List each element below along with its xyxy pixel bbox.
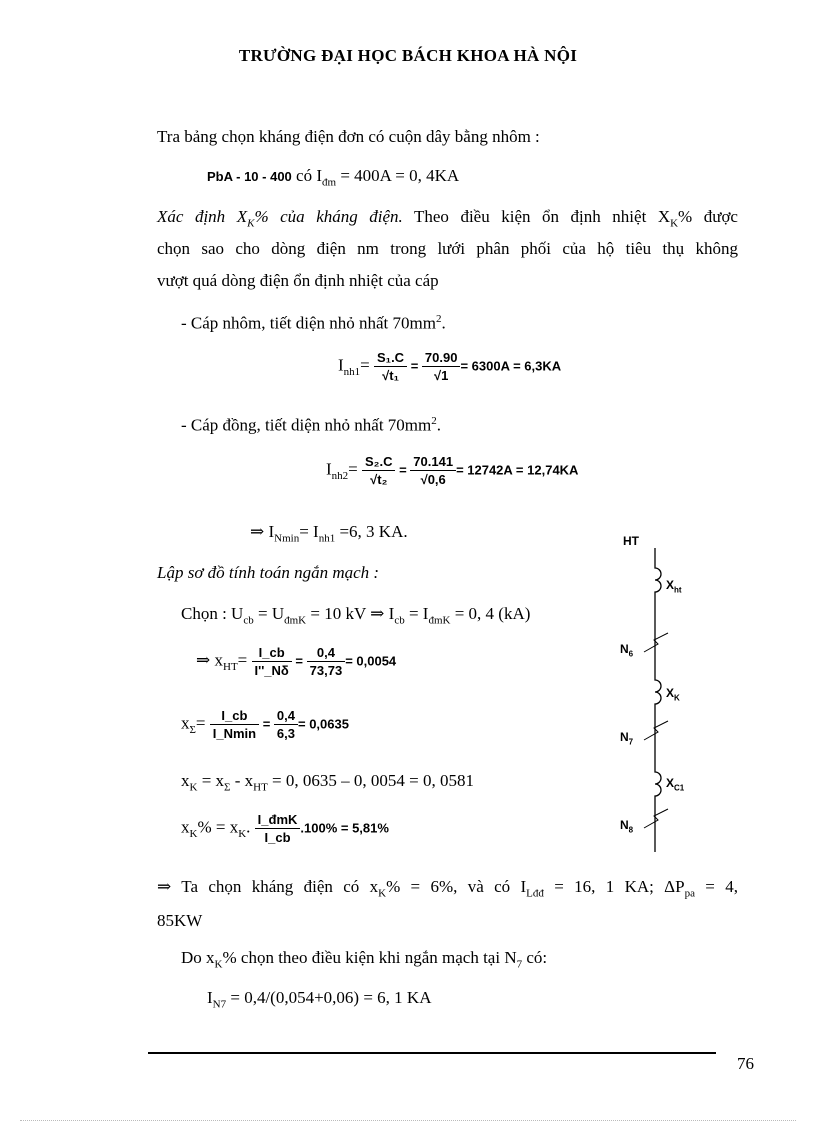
subscript: nh2 <box>331 469 349 482</box>
subscript: K <box>214 958 223 971</box>
formula-inh1: $I_{nh1}=$ $\frac{\text{S₁.C}}{\text{√t₁}}$ = $\frac{70.90}{√1}$ = 6300A = 6,3KA <box>338 350 562 383</box>
fraction <box>274 708 298 741</box>
line-text: = I <box>404 604 429 623</box>
formula-lhs: ⇒ x <box>196 650 223 670</box>
text-line <box>157 911 202 931</box>
line-text: vượt quá dòng điện ổn định nhiệt của cáp <box>157 271 439 290</box>
italic-text: Lập sơ đồ tính toán ngắn mạch : <box>157 563 380 582</box>
fraction <box>255 812 301 845</box>
diagram-label-n8 <box>620 818 633 834</box>
denominator: √1 <box>433 368 449 383</box>
line-text: = U <box>253 604 285 623</box>
formula-lhs: I <box>326 459 332 479</box>
line-text: = 10 kV ⇒ I <box>306 604 395 623</box>
subscript: cb <box>394 614 405 627</box>
line-text: - Cáp nhôm, tiết diện nhỏ nhất 70mm <box>181 313 436 333</box>
text-line <box>157 239 738 259</box>
reactor-code: PbA - 10 - 400 <box>207 169 292 184</box>
numerator: I_cb <box>252 645 292 662</box>
subscript: cb <box>243 614 254 627</box>
line-text: Theo điều kiện ổn định nhiệt X <box>402 207 671 226</box>
line-text: % chọn theo điều kiện khi ngắn mạch tại N <box>222 948 517 967</box>
diagram-lines <box>600 530 720 855</box>
subscript: Nmin <box>274 532 300 545</box>
text-line <box>207 166 459 188</box>
line-text: = 400A = 0, 4KA <box>336 166 460 185</box>
subscript: K <box>247 217 255 230</box>
formula-text: . <box>246 817 251 837</box>
formula-text: % = x <box>197 817 239 837</box>
line-text: =6, 3 KA. <box>335 522 408 541</box>
label-main: X <box>666 776 675 790</box>
fraction <box>252 645 292 678</box>
diagram-label-xc1 <box>666 776 684 792</box>
formula-xsigma: $x_\Sigma=$ $\frac{I\_cb}{I\_Nmin}$ = $\frac{0,4}{6,3}$ = 0,0635 <box>181 708 349 741</box>
formula-result: = 12742A = 12,74KA <box>456 462 579 478</box>
denominator: √t₁ <box>382 368 399 383</box>
formula-result: = 0,0054 <box>345 653 397 669</box>
subscript: đm <box>322 176 337 189</box>
denominator: I_Nmin <box>212 726 257 741</box>
text-line <box>181 771 474 793</box>
page-number: 76 <box>737 1054 754 1073</box>
formula-lhs: x <box>181 817 190 837</box>
subscript: 6 <box>628 649 634 659</box>
subscript: HT <box>253 781 268 794</box>
text-line <box>181 948 547 970</box>
superscript: 2 <box>435 313 442 325</box>
page-header: TRƯỜNG ĐẠI HỌC BÁCH KHOA HÀ NỘI <box>238 46 578 65</box>
label-main: N <box>620 818 629 832</box>
text-line <box>207 988 432 1010</box>
diagram-label-n6 <box>620 642 633 658</box>
subscript: ht <box>674 585 682 595</box>
fraction <box>362 454 395 487</box>
fraction <box>210 708 259 741</box>
denominator: 6,3 <box>276 726 295 741</box>
fraction <box>307 645 346 678</box>
subscript: 7 <box>516 958 523 971</box>
fraction <box>410 454 456 487</box>
subscript: Σ <box>224 781 231 794</box>
equals-sign: = <box>237 650 248 670</box>
numerator: 70.90 <box>422 350 461 367</box>
italic-text: % của kháng điện. <box>254 207 403 226</box>
numerator: S₁.C <box>374 350 407 367</box>
formula-lhs: x <box>181 713 190 733</box>
subscript: K <box>670 217 679 230</box>
subscript: K <box>238 827 247 840</box>
formula-xht: ⇒ $x_{HT}=$ $\frac{I\_cb}{I''\_N\delta}$ = $\frac{0,4}{73,73}$ = 0,0054 <box>196 645 397 678</box>
line-text: ⇒ Ta chọn kháng điện có x <box>157 877 379 896</box>
numerator: 70.141 <box>410 454 456 471</box>
page-bottom-border <box>20 1120 796 1121</box>
subscript: K <box>378 887 387 900</box>
subscript: C1 <box>674 783 685 793</box>
line-text: = 0,4/(0,054+0,06) = 6, 1 KA <box>226 988 432 1007</box>
diagram-label-n7 <box>620 730 633 746</box>
subscript: 8 <box>628 825 634 835</box>
line-text: - Cáp đồng, tiết diện nhỏ nhất 70mm <box>181 415 432 435</box>
line-text: . <box>436 415 441 435</box>
formula-result: .100% = 5,81% <box>300 820 389 836</box>
numerator: S₂.C <box>362 454 395 471</box>
diagram-label-ht: HT <box>623 534 639 548</box>
subscript: K <box>674 693 680 703</box>
fraction <box>374 350 407 383</box>
denominator: 73,73 <box>309 663 343 678</box>
line-text: - x <box>230 771 254 790</box>
short-circuit-diagram <box>600 530 720 855</box>
line-text: Do x <box>181 948 215 967</box>
subscript: K <box>189 827 198 840</box>
text-line <box>181 313 446 334</box>
denominator: I_cb <box>264 830 291 845</box>
equals-sign: = <box>360 355 370 375</box>
subscript: Σ <box>189 723 196 736</box>
subscript: nh1 <box>343 365 361 378</box>
formula-xk-percent <box>181 812 389 845</box>
line-text: = 16, 1 KA; ΔP <box>543 877 685 896</box>
line-text: = 0, 0635 – 0, 0054 = 0, 0581 <box>267 771 474 790</box>
line-text: Tra bảng chọn kháng điện đơn có cuộn dây bằng nhôm : <box>157 127 540 146</box>
numerator: I_đmK <box>255 812 301 829</box>
line-text: = 4, <box>694 877 738 896</box>
line-text: 85KW <box>157 911 203 930</box>
numerator: I_cb <box>210 708 259 725</box>
line-text: có I <box>291 166 322 185</box>
subscript: N7 <box>212 998 227 1011</box>
line-text: = x <box>197 771 225 790</box>
line-text: I <box>207 988 213 1007</box>
text-line <box>181 415 441 436</box>
fraction <box>422 350 461 383</box>
subscript: HT <box>223 660 238 673</box>
subscript: 7 <box>628 737 634 747</box>
formula-result: = 0,0635 <box>298 716 349 732</box>
text-line <box>157 271 439 291</box>
label-main: X <box>666 686 675 700</box>
text-line <box>157 127 540 147</box>
formula-inh2: $I_{nh2}=$ $\frac{\text{S₂.C}}{\text{√t₂}}$ = $\frac{70.141}{√0,6}$ = 12742A = 12,74KA <box>326 454 579 487</box>
label-main: X <box>666 578 675 592</box>
subscript: K <box>189 781 198 794</box>
line-text: x <box>181 771 190 790</box>
line-text: % = 6%, và có I <box>386 877 527 896</box>
diagram-label-xht <box>666 578 682 594</box>
line-text: có: <box>522 948 548 967</box>
numerator: 0,4 <box>307 645 346 662</box>
equals-sign: = <box>195 713 206 733</box>
italic-text: Xác định X <box>157 207 248 226</box>
formula-lhs: I <box>338 355 344 375</box>
text-line <box>250 522 408 544</box>
label-main: N <box>620 642 629 656</box>
equals-sign: = <box>348 459 358 479</box>
formula-result: = 6300A = 6,3KA <box>460 358 562 374</box>
denominator: √0,6 <box>420 472 446 487</box>
line-text: = 0, 4 (kA) <box>450 604 531 623</box>
superscript: 2 <box>431 415 437 427</box>
text-line <box>157 877 738 899</box>
line-text: chọn sao cho dòng điện nm trong lưới phân phối của hộ tiêu thụ không <box>157 239 738 258</box>
subscript: nh1 <box>318 532 336 545</box>
line-text: % được <box>678 207 738 226</box>
subscript: đmK <box>284 614 307 627</box>
diagram-label-xk <box>666 686 680 702</box>
line-text: ⇒ I <box>250 522 275 541</box>
line-text: . <box>441 313 446 333</box>
denominator: I''_Nδ <box>254 663 289 678</box>
subscript: Lđđ <box>526 887 544 900</box>
subscript: pa <box>684 887 695 900</box>
line-text: = I <box>299 522 319 541</box>
text-line <box>157 207 738 229</box>
subscript: đmK <box>428 614 451 627</box>
line-text: Chọn : U <box>181 604 244 623</box>
denominator: √t₂ <box>370 472 388 487</box>
footer-rule <box>148 1052 716 1054</box>
label-main: N <box>620 730 629 744</box>
section-heading <box>157 563 379 583</box>
text-line <box>181 604 530 626</box>
numerator: 0,4 <box>274 708 298 725</box>
